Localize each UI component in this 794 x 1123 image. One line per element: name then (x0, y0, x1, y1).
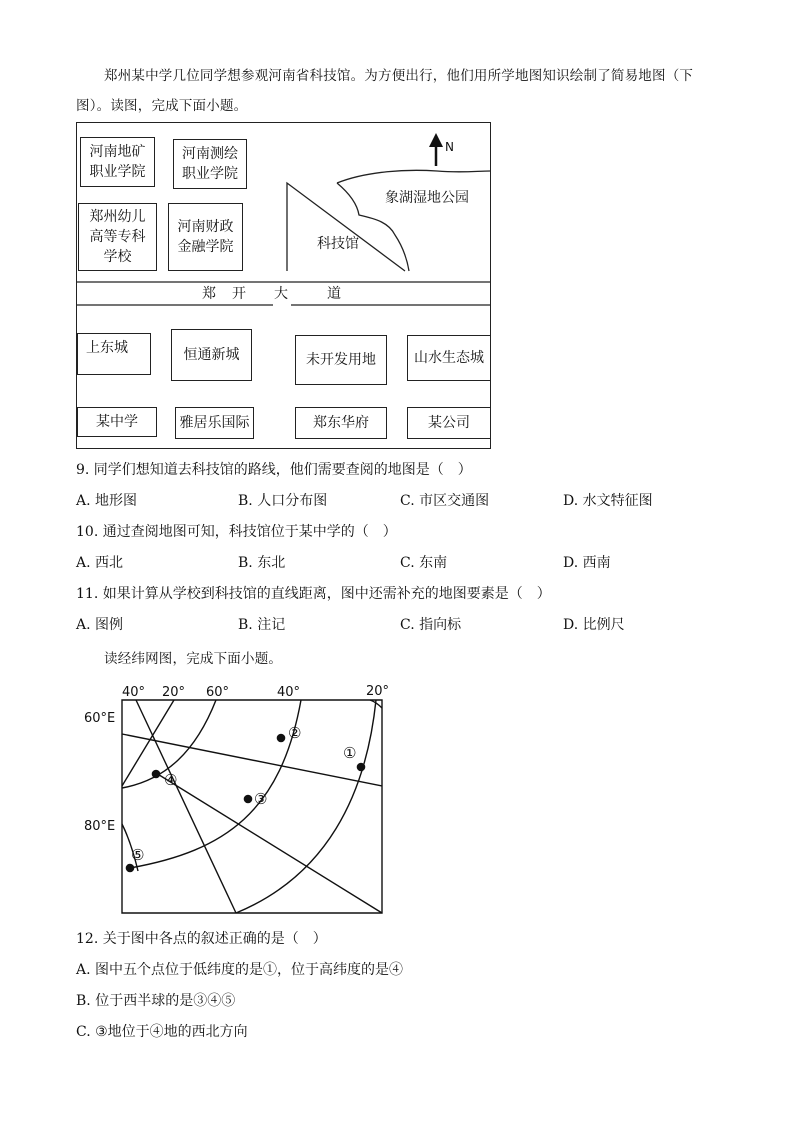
building-weikaifa (295, 335, 387, 385)
city-map (76, 122, 491, 449)
point-1-marker (357, 763, 366, 772)
graticule-frame (122, 700, 382, 913)
top-label-20a: 20° (162, 685, 186, 700)
building-henan-caizheng (168, 203, 243, 271)
building-shangdongcheng (77, 333, 151, 375)
graticule-map (76, 676, 396, 916)
q9-option-d: D. 水文特征图 (563, 493, 653, 509)
building-henan-dikuang (80, 137, 155, 187)
building-label: 郑州幼儿 高等专科 学校 (89, 209, 146, 265)
q10-option-d: D. 西南 (563, 555, 611, 571)
building-yajule (175, 407, 254, 439)
graticule-line-d (156, 773, 382, 913)
north-label: N (445, 140, 454, 154)
q12-option-c: C. ③地位于④地的西北方向 (76, 1024, 248, 1040)
point-5-marker (126, 864, 135, 873)
building-label: 恒通新城 (183, 347, 240, 363)
point-5-label: ⑤ (131, 846, 145, 864)
q10-option-b: B. 东北 (238, 555, 286, 571)
intro-2: 读经纬网图，完成下面小题。 (104, 651, 283, 667)
building-mou-zhongxue (77, 407, 157, 437)
top-label-20b: 20° (366, 684, 390, 699)
top-label-40a: 40° (122, 685, 146, 700)
building-shanshui (407, 335, 491, 381)
q9-option-c: C. 市区交通图 (400, 493, 490, 509)
park-label: 象湖湿地公园 (385, 190, 469, 206)
q11-option-a: A. 图例 (76, 617, 124, 633)
building-label: 河南测绘 职业学院 (182, 146, 238, 182)
question-12-stem: 12. 关于图中各点的叙述正确的是（ ） (76, 931, 327, 947)
road-char-3: 大 (274, 286, 288, 302)
q11-option-b: B. 注记 (238, 617, 286, 633)
intro-line-2: 图）。读图，完成下面小题。 (76, 98, 248, 114)
building-zhengzhou-youer (78, 203, 157, 271)
building-zhengdong-huafu (295, 407, 387, 439)
building-label: 上东城 (86, 340, 128, 356)
road-char-1: 郑 (202, 286, 216, 302)
building-label: 山水生态城 (414, 350, 484, 366)
road-char-2: 开 (232, 286, 246, 302)
north-arrow-icon (429, 133, 443, 147)
building-hengtong (171, 329, 252, 381)
graticule-line-a (136, 700, 236, 913)
q11-option-d: D. 比例尺 (563, 617, 625, 633)
building-mou-gongsi (407, 407, 491, 439)
top-label-60: 60° (206, 685, 230, 700)
point-3-label: ③ (254, 790, 268, 808)
q12-option-a: A. 图中五个点位于低纬度的是①，位于高纬度的是④ (76, 962, 404, 978)
point-2-label: ② (288, 724, 302, 742)
building-label: 河南地矿 职业学院 (89, 144, 146, 180)
point-2-marker (277, 734, 286, 743)
park-boundary-top (337, 170, 490, 183)
question-10-stem: 10. 通过查阅地图可知，科技馆位于某中学的（ ） (76, 524, 397, 540)
left-label-80e: 80°E (84, 819, 116, 834)
building-label: 郑东华府 (313, 415, 369, 431)
building-label: 河南财政 金融学院 (177, 219, 234, 255)
building-label: 雅居乐国际 (179, 415, 250, 431)
q11-option-c: C. 指向标 (400, 617, 462, 633)
question-11-stem: 11. 如果计算从学校到科技馆的直线距离，图中还需补充的地图要素是（ ） (76, 586, 551, 602)
point-4-label: ④ (164, 771, 178, 789)
road-char-4: 道 (327, 286, 341, 302)
q12-option-b: B. 位于西半球的是③④⑤ (76, 993, 236, 1009)
q9-option-a: A. 地形图 (76, 493, 138, 509)
point-4-marker (152, 770, 161, 779)
point-1-label: ① (343, 744, 357, 762)
question-9-stem: 9. 同学们想知道去科技馆的路线，他们需要查阅的地图是（ ） (76, 462, 472, 478)
point-3-marker (244, 795, 253, 804)
q10-option-c: C. 东南 (400, 555, 448, 571)
left-label-60e: 60°E (84, 711, 116, 726)
intro-line-1: 郑州某中学几位同学想参观河南省科技馆。为方便出行，他们用所学地图知识绘制了简易地图（下 (104, 68, 694, 84)
building-label: 某中学 (96, 414, 138, 430)
museum-label: 科技馆 (317, 236, 359, 252)
building-label: 未开发用地 (306, 352, 376, 368)
building-label: 某公司 (428, 415, 470, 431)
graticule-arc-2 (130, 700, 301, 868)
q10-option-a: A. 西北 (76, 555, 124, 571)
q9-option-b: B. 人口分布图 (238, 493, 328, 509)
top-label-40b: 40° (277, 685, 301, 700)
building-henan-cehui (173, 139, 247, 189)
